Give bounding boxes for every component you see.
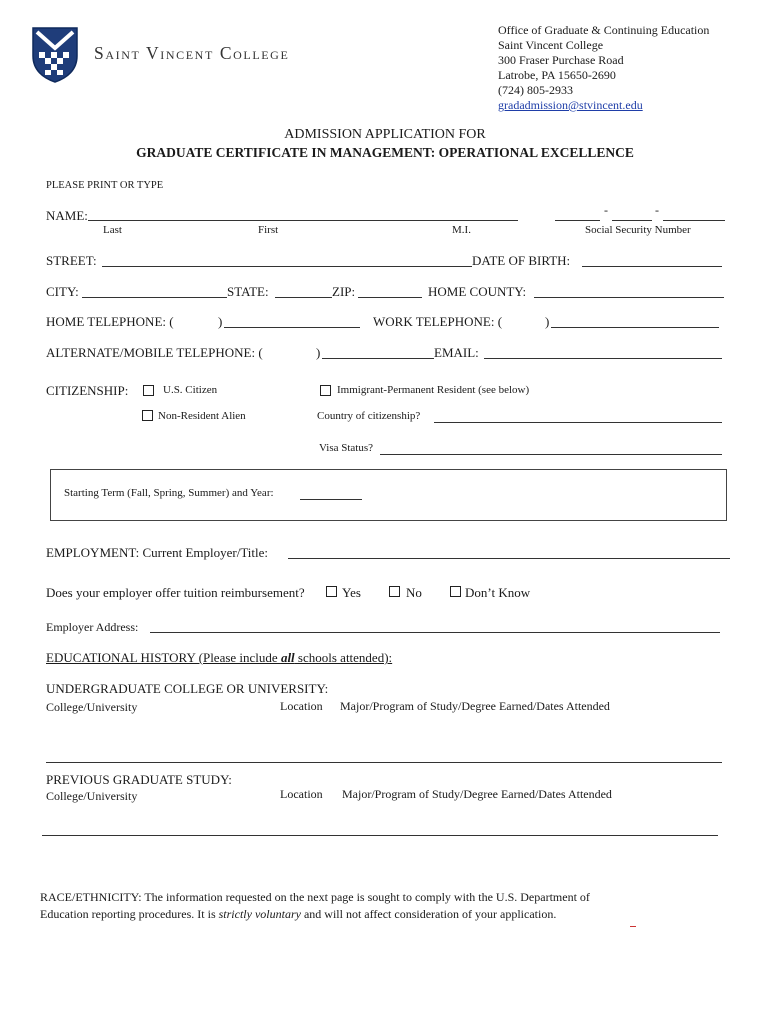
reimbursement-question: Does your employer offer tuition reimbursement? — [46, 585, 305, 600]
ssn-field-1[interactable] — [555, 220, 600, 221]
name-field[interactable] — [88, 220, 518, 221]
office-city: Latrobe, PA 15650-2690 — [498, 68, 616, 82]
ssn-caption: Social Security Number — [585, 224, 691, 236]
office-email-link[interactable]: gradadmission@stvincent.edu — [498, 98, 643, 112]
employer-address-field[interactable] — [150, 632, 720, 633]
home-phone-paren: ) — [218, 314, 223, 329]
term-field[interactable] — [300, 499, 362, 500]
work-phone-label: WORK TELEPHONE: ( — [373, 314, 503, 329]
grad-college-caption: College/University — [46, 789, 138, 803]
immigrant-label: Immigrant-Permanent Resident (see below) — [337, 384, 530, 396]
office-phone: (724) 805-2933 — [498, 83, 573, 97]
instructions: PLEASE PRINT OR TYPE — [46, 180, 164, 191]
city-field[interactable] — [82, 297, 227, 298]
employer-field[interactable] — [288, 558, 730, 559]
county-field[interactable] — [534, 297, 724, 298]
alt-phone-label: ALTERNATE/MOBILE TELEPHONE: ( — [46, 345, 263, 360]
office-college: Saint Vincent College — [498, 38, 604, 52]
dob-field[interactable] — [582, 266, 722, 267]
work-phone-paren: ) — [545, 314, 550, 329]
reimb-no-checkbox[interactable] — [389, 586, 400, 597]
reimb-yes-label: Yes — [342, 585, 361, 600]
undergrad-major-caption: Major/Program of Study/Degree Earned/Dates Attended — [340, 699, 610, 713]
visa-field[interactable] — [380, 454, 722, 455]
employer-address-label: Employer Address: — [46, 620, 139, 634]
reimb-dontknow-checkbox[interactable] — [450, 586, 461, 597]
employment-label: EMPLOYMENT: Current Employer/Title: — [46, 545, 269, 560]
reimb-yes-checkbox[interactable] — [326, 586, 337, 597]
zip-label: ZIP: — [332, 284, 356, 299]
street-label: STREET: — [46, 253, 97, 268]
office-address-block — [498, 23, 709, 113]
county-label: HOME COUNTY: — [428, 284, 527, 299]
citizenship-label: CITIZENSHIP: — [46, 383, 129, 398]
undergrad-college-caption: College/University — [46, 700, 138, 714]
immigrant-checkbox[interactable] — [320, 385, 331, 396]
state-field[interactable] — [275, 297, 332, 298]
email-label: EMAIL: — [434, 345, 479, 360]
nonresident-checkbox[interactable] — [142, 410, 153, 421]
education-heading: EDUCATIONAL HISTORY (Please include all schools attended): — [46, 650, 393, 665]
alt-phone-field[interactable] — [322, 358, 434, 359]
zip-field[interactable] — [358, 297, 422, 298]
race-text-line1: RACE/ETHNICITY: The information requested on the next page is sought to comply with the U.S. Department of — [40, 890, 590, 904]
form-subtitle: GRADUATE CERTIFICATE IN MANAGEMENT: OPERATIONAL EXCELLENCE — [136, 145, 634, 160]
reimb-dontknow-label: Don’t Know — [465, 585, 531, 600]
dob-label: DATE OF BIRTH: — [472, 253, 571, 268]
red-mark — [630, 926, 636, 927]
college-name-logo: Saint Vincent College — [94, 43, 290, 63]
country-label: Country of citizenship? — [317, 410, 421, 422]
term-label: Starting Term (Fall, Spring, Summer) and Year: — [64, 487, 274, 499]
city-label: CITY: — [46, 284, 79, 299]
mi-caption: M.I. — [452, 224, 471, 236]
us-citizen-checkbox[interactable] — [143, 385, 154, 396]
race-text-line2: Education reporting procedures. It is strictly voluntary and will not affect consideration of your application. — [40, 907, 557, 921]
undergrad-heading: UNDERGRADUATE COLLEGE OR UNIVERSITY: — [46, 681, 329, 696]
us-citizen-label: U.S. Citizen — [163, 384, 218, 396]
undergrad-location-caption: Location — [280, 699, 323, 713]
nonresident-label: Non-Resident Alien — [158, 410, 246, 422]
reimb-no-label: No — [406, 585, 422, 600]
work-phone-field[interactable] — [551, 327, 719, 328]
ssn-field-2[interactable] — [612, 220, 652, 221]
ssn-field-3[interactable] — [663, 220, 725, 221]
office-name: Office of Graduate & Continuing Education — [498, 23, 710, 37]
home-phone-field[interactable] — [224, 327, 360, 328]
home-phone-label: HOME TELEPHONE: ( — [46, 314, 174, 329]
grad-major-caption: Major/Program of Study/Degree Earned/Dates Attended — [342, 787, 612, 801]
last-caption: Last — [103, 224, 122, 236]
email-field[interactable] — [484, 358, 722, 359]
visa-label: Visa Status? — [319, 442, 374, 454]
first-caption: First — [258, 224, 279, 236]
grad-location-caption: Location — [280, 787, 323, 801]
street-field[interactable] — [102, 266, 472, 267]
country-field[interactable] — [434, 422, 722, 423]
office-street: 300 Fraser Purchase Road — [498, 53, 624, 67]
state-label: STATE: — [227, 284, 269, 299]
ssn-separator: - — [604, 203, 608, 217]
alt-phone-paren: ) — [316, 345, 321, 360]
grad-heading: PREVIOUS GRADUATE STUDY: — [46, 772, 232, 787]
undergrad-field[interactable] — [46, 762, 722, 763]
form-title: ADMISSION APPLICATION FOR — [284, 127, 486, 142]
college-shield-logo — [31, 26, 79, 84]
name-label: NAME: — [46, 208, 88, 223]
grad-field[interactable] — [42, 835, 718, 836]
ssn-separator: - — [655, 203, 659, 217]
